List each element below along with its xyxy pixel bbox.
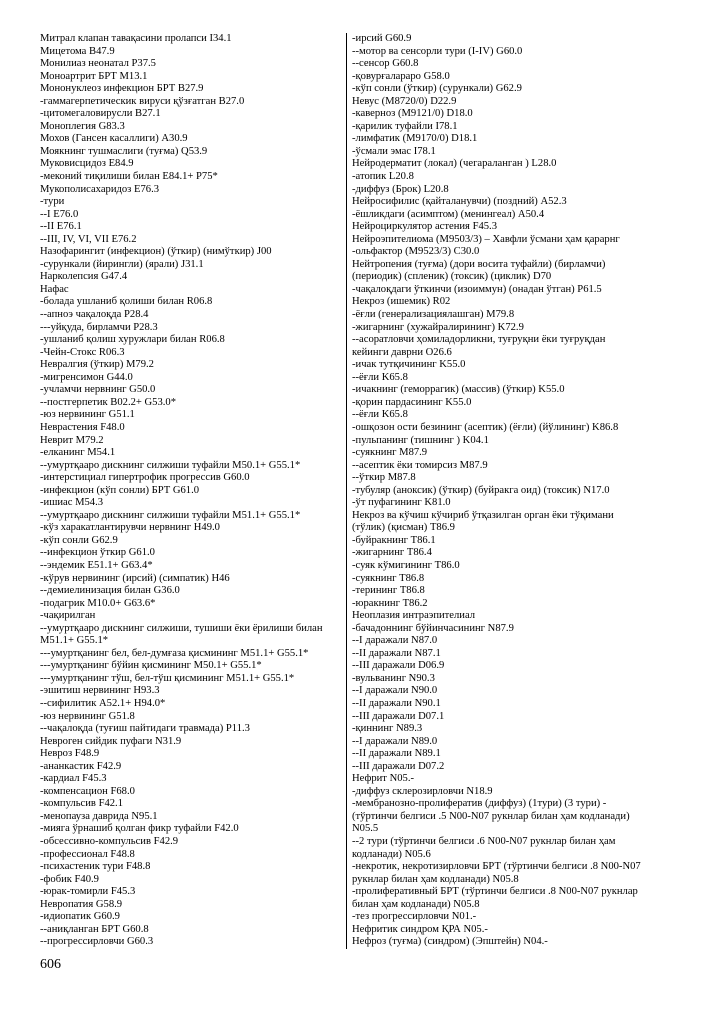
index-line: --I даражали N90.0 xyxy=(352,685,438,697)
index-line: -суякнинг T86.8 xyxy=(352,572,425,584)
index-line: Монилиаз неонатал P37.5 xyxy=(40,58,156,70)
index-line: Мохов (Гансен касаллиги) A30.9 xyxy=(40,133,188,145)
index-line: -тури xyxy=(40,196,65,208)
index-line: -юракнинг T86.2 xyxy=(352,597,428,609)
index-line: -ананкастик F42.9 xyxy=(40,760,122,772)
index-line: ---умуртқанинг бўйин қисмининг M50.1+ G55.1* xyxy=(40,660,262,672)
index-line: -менопауза даврида N95.1 xyxy=(40,810,158,822)
index-line: -ўт пуфагининг K81.0 xyxy=(352,497,451,509)
index-line: Мукополисахаридоз E76.3 xyxy=(40,183,160,195)
index-line: -ирсий G60.9 xyxy=(352,33,412,44)
index-line: -ўсмали эмас I78.1 xyxy=(352,145,436,157)
index-line: -жигарнинг (хужайралирининг) K72.9 xyxy=(352,321,524,333)
index-line: -қиннинг N89.3 xyxy=(352,723,423,735)
index-line: --I даражали N87.0 xyxy=(352,635,438,647)
index-line: Нафас xyxy=(40,283,69,295)
index-columns xyxy=(40,33,700,949)
index-line: --ёғли K65.8 xyxy=(352,409,408,421)
index-line: Неврит M79.2 xyxy=(40,434,104,446)
index-line: --инфекцион ўткир G61.0 xyxy=(40,547,155,559)
index-line: --мотор ва сенсорли тури (I-IV) G60.0 xyxy=(352,45,523,57)
right-column xyxy=(347,33,700,949)
index-line: Назофарингит (инфекцион) (ўткир) (нимўткир) J00 xyxy=(40,246,272,258)
index-line: --постгерпетик B02.2+ G53.0* xyxy=(40,396,177,408)
index-line: --ўткир M87.8 xyxy=(352,472,416,484)
index-line: -суяк кўмигининг T86.0 xyxy=(352,559,460,571)
index-line: (тўртинчи белгиси .5 N00-N07 рукнлар билан ҳам кодланади) xyxy=(352,810,630,822)
index-line: -ичак тутқичининг K55.0 xyxy=(352,359,466,371)
index-line: Невропатия G58.9 xyxy=(40,898,123,910)
index-line: --апноэ чақалоқда P28.4 xyxy=(40,309,149,321)
index-line: ---умуртқанинг бел, бел-думғаза қисмининг M51.1+ G55.1* xyxy=(40,647,309,659)
index-line: Некроз (ишемик) R02 xyxy=(352,296,451,308)
page-number: 606 xyxy=(40,957,61,972)
index-line: -подагрик M10.0+ G63.6* xyxy=(40,597,156,609)
index-line: Невроз F48.9 xyxy=(40,748,100,760)
index-line: -мияга ўрнашиб қолган фикр туфайли F42.0 xyxy=(40,823,239,835)
index-line: -каверноз (M9121/0) D18.0 xyxy=(352,108,473,120)
index-line: -сурункали (йирингли) (ярали) J31.1 xyxy=(40,258,204,270)
index-line: -ольфактор (M9523/3) C30.0 xyxy=(352,246,480,258)
index-line: -психастеник тури F48.8 xyxy=(40,861,151,873)
index-line: -қарилик туфайли I78.1 xyxy=(352,120,458,132)
index-line: Неврастения F48.0 xyxy=(40,421,125,433)
index-line: --прогрессирловчи G60.3 xyxy=(40,936,154,948)
index-line: -ёшликдаги (асимптом) (менингеал) A50.4 xyxy=(352,208,545,220)
index-line: -юз нервининг G51.8 xyxy=(40,710,135,722)
index-line: Моноартрит БРТ M13.1 xyxy=(40,70,148,82)
index-line: -диффуз склерозирловчи N18.9 xyxy=(352,785,493,797)
index-line: -ишиас M54.3 xyxy=(40,497,104,509)
index-line: --сифилитик A52.1+ H94.0* xyxy=(40,697,166,709)
index-line: -қовурғалараро G58.0 xyxy=(352,70,450,82)
index-line: Нейросифилис (қайталанувчи) (поздний) A52.3 xyxy=(352,196,567,208)
index-line: -ичакнинг (геморрагик) (массив) (ўткир) K55.0 xyxy=(352,384,565,396)
index-line: -эшитиш нервининг H93.3 xyxy=(40,685,160,697)
index-line: M51.1+ G55.1* xyxy=(40,635,109,647)
index-line: -некротик, некротизирловчи БРТ (тўртинчи белгиси .8 N00-N07 xyxy=(352,861,641,873)
index-line: -гаммагерпетическик вируси қўзғатган B27.0 xyxy=(40,95,245,107)
index-line: -Чейн-Стокс R06.3 xyxy=(40,346,125,358)
index-line: --I даражали N89.0 xyxy=(352,735,438,747)
index-line: Муковисцидоз E84.9 xyxy=(40,158,134,170)
left-column xyxy=(40,33,346,949)
index-line: ---уйқуда, бирламчи P28.3 xyxy=(40,321,158,333)
index-line: Мицетома B47.9 xyxy=(40,45,115,57)
index-line: -тубуляр (аноксик) (ўткир) (буйракга оид) (токсик) N17.0 xyxy=(352,484,610,496)
index-line: --II E76.1 xyxy=(40,221,82,233)
index-line: -диффуз (Брок) L20.8 xyxy=(352,183,449,195)
index-line: Некроз ва кўчиш кўчириб ўтқазилган орган ёки тўқимани xyxy=(352,509,614,521)
index-line: --2 тури (тўртинчи белгиси .6 N00-N07 рукнлар билан ҳам xyxy=(352,836,616,847)
index-line: -юрак-томирли F45.3 xyxy=(40,886,136,898)
index-line: N05.5 xyxy=(352,823,379,835)
index-line: --аниқланган БРТ G60.8 xyxy=(40,923,149,935)
index-line: -обсессивно-компульсив F42.9 xyxy=(40,836,179,847)
index-line: -қорин пардасининг K55.0 xyxy=(352,396,472,408)
index-line: (периодик) (спленик) (токсик) (циклик) D70 xyxy=(352,271,552,283)
index-line: рукнлар билан ҳам кодланади) N05.8 xyxy=(352,873,519,885)
index-line: -юз нервининг G51.1 xyxy=(40,409,135,421)
index-line: --сенсор G60.8 xyxy=(352,58,419,70)
index-line: --асоратловчи ҳомиладорликни, туғруқни ёки туғруқдан xyxy=(352,334,606,346)
index-line: кейинги даврни O26.6 xyxy=(352,346,452,358)
index-line: кодланади) N05.6 xyxy=(352,848,431,860)
index-line: -идиопатик G60.9 xyxy=(40,911,120,923)
index-line: -учламчи нервнинг G50.0 xyxy=(40,384,156,396)
index-line: --III, IV, VI, VII E76.2 xyxy=(40,233,137,245)
index-line: -компульсив F42.1 xyxy=(40,798,124,810)
index-line: --эндемик E51.1+ G63.4* xyxy=(40,559,153,571)
index-line: Нефритик синдром ҚРА N05.- xyxy=(352,923,488,935)
index-line: -тез прогрессирловчи N01.- xyxy=(352,911,477,923)
index-line: --I E76.0 xyxy=(40,208,79,220)
index-line: -пролиферативный БРТ (тўртинчи белгиси .8 N00-N07 рукнлар xyxy=(352,886,638,898)
index-line: Нейродерматит (локал) (чегараланган ) L28.0 xyxy=(352,158,557,170)
index-line: Моноплегия G83.3 xyxy=(40,120,125,132)
index-line: Митрал клапан тавақасини пролапси I34.1 xyxy=(40,33,232,44)
index-line: --II даражали N89.1 xyxy=(352,748,441,760)
index-line: --II даражали N87.1 xyxy=(352,647,441,659)
index-line: -жигарнинг T86.4 xyxy=(352,547,432,559)
index-line: -интерстициал гипертрофик прогрессив G60.0 xyxy=(40,472,250,484)
index-line: Нейроциркулятор астения F45.3 xyxy=(352,221,497,233)
index-line: Нейроэпителиома (M9503/3) – Хавфли ўсмани ҳам қарарнг xyxy=(352,233,620,245)
index-line: -лимфатик (M9170/0) D18.1 xyxy=(352,133,478,145)
index-line: билан ҳам кодланади) N05.8 xyxy=(352,898,480,910)
index-line: -компенсацион F68.0 xyxy=(40,785,135,797)
index-line: -мигренсимон G44.0 xyxy=(40,371,133,383)
index-line: -ошқозон ости безининг (асептик) (ёғли) (йўлининг) K86.8 xyxy=(352,421,619,433)
index-line: -ушланиб қолиш хуружлари билан R06.8 xyxy=(40,334,225,346)
index-line: Неоплазия интраэпителиал xyxy=(352,610,476,622)
index-line: --умуртқааро дискнинг силжиши туфайли M51.1+ G55.1* xyxy=(40,509,301,521)
index-line: Невралгия (ўткир) M79.2 xyxy=(40,359,154,371)
index-line: Нефрит N05.- xyxy=(352,773,415,785)
index-line: -цитомегаловирусли B27.1 xyxy=(40,108,161,120)
index-line: Невус (M8720/0) D22.9 xyxy=(352,95,457,107)
index-line: -чақирилган xyxy=(40,610,96,622)
index-line: --III даражали D07.1 xyxy=(352,710,445,722)
index-line: (тўлик) (қисман) T86.9 xyxy=(352,522,455,534)
index-line: -ёғли (генерализациялашган) M79.8 xyxy=(352,309,515,321)
index-line: -болада ушланиб қолиши билан R06.8 xyxy=(40,296,213,308)
index-line: --II даражали N90.1 xyxy=(352,697,441,709)
index-line: Нарколепсия G47.4 xyxy=(40,271,128,283)
index-line: ---умуртқанинг тўш, бел-тўш қисмининг M51.1+ G55.1* xyxy=(40,672,295,684)
index-line: -атопик L20.8 xyxy=(352,171,414,183)
index-line: -инфекцион (кўп сонли) БРТ G61.0 xyxy=(40,484,200,496)
index-line: Нейтропения (туғма) (дори восита туфайли) (бирламчи) xyxy=(352,258,606,270)
index-line: --чақалоқда (туғиш пайтидаги травмада) P11.3 xyxy=(40,723,250,735)
index-line: --III даражали D07.2 xyxy=(352,760,445,772)
index-line: --ёғли K65.8 xyxy=(352,371,408,383)
index-line: -кўрув нервининг (ирсий) (симпатик) H46 xyxy=(40,572,230,584)
index-line: -бачадоннинг бўйинчасининг N87.9 xyxy=(352,622,514,634)
index-line: Мононуклеоз инфекцион БРТ B27.9 xyxy=(40,83,204,95)
index-line: -вульванинг N90.3 xyxy=(352,672,435,684)
index-line: -елканинг M54.1 xyxy=(40,447,116,459)
index-line: -чақалоқдаги ўткинчи (изоиммун) (онадан ўтган) P61.5 xyxy=(352,283,602,295)
index-line: -буйракнинг T86.1 xyxy=(352,534,436,546)
index-line: -мембранозно-пролифератив (диффуз) (1тури) (3 тури) - xyxy=(352,798,607,810)
index-line: -профессионал F48.8 xyxy=(40,848,135,860)
index-line: -кўз харакатлантирувчи нервнинг H49.0 xyxy=(40,522,220,534)
index-line: --умуртқааро дискнинг силжиши туфайли M50.1+ G55.1* xyxy=(40,459,301,471)
index-line: --асептик ёки томирсиз M87.9 xyxy=(352,459,488,471)
index-line: -кўп сонли G62.9 xyxy=(40,534,118,546)
index-line: -пульпанинг (тишнинг ) K04.1 xyxy=(352,434,489,446)
index-line: Нефроз (туғма) (синдром) (Эпштейн) N04.- xyxy=(352,936,548,948)
index-line: -кардиал F45.3 xyxy=(40,773,107,785)
index-line: Невроген сийдик пуфаги N31.9 xyxy=(40,735,182,747)
index-line: -суякнинг M87.9 xyxy=(352,447,428,459)
index-line: --умуртқааро дискнинг силжиши, тушиши ёки ёрилиши билан xyxy=(40,622,323,634)
index-line: -кўп сонли (ўткир) (сурункали) G62.9 xyxy=(352,83,522,95)
index-line: Моякнинг тушмаслиги (туғма) Q53.9 xyxy=(40,145,208,157)
index-line: --III даражали D06.9 xyxy=(352,660,445,672)
index-line: -меконий тиқилиши билан E84.1+ P75* xyxy=(40,171,218,183)
index-line: -фобик F40.9 xyxy=(40,873,99,885)
index-line: -терининг T86.8 xyxy=(352,585,425,597)
index-line: --демиелинизация билан G36.0 xyxy=(40,585,180,597)
